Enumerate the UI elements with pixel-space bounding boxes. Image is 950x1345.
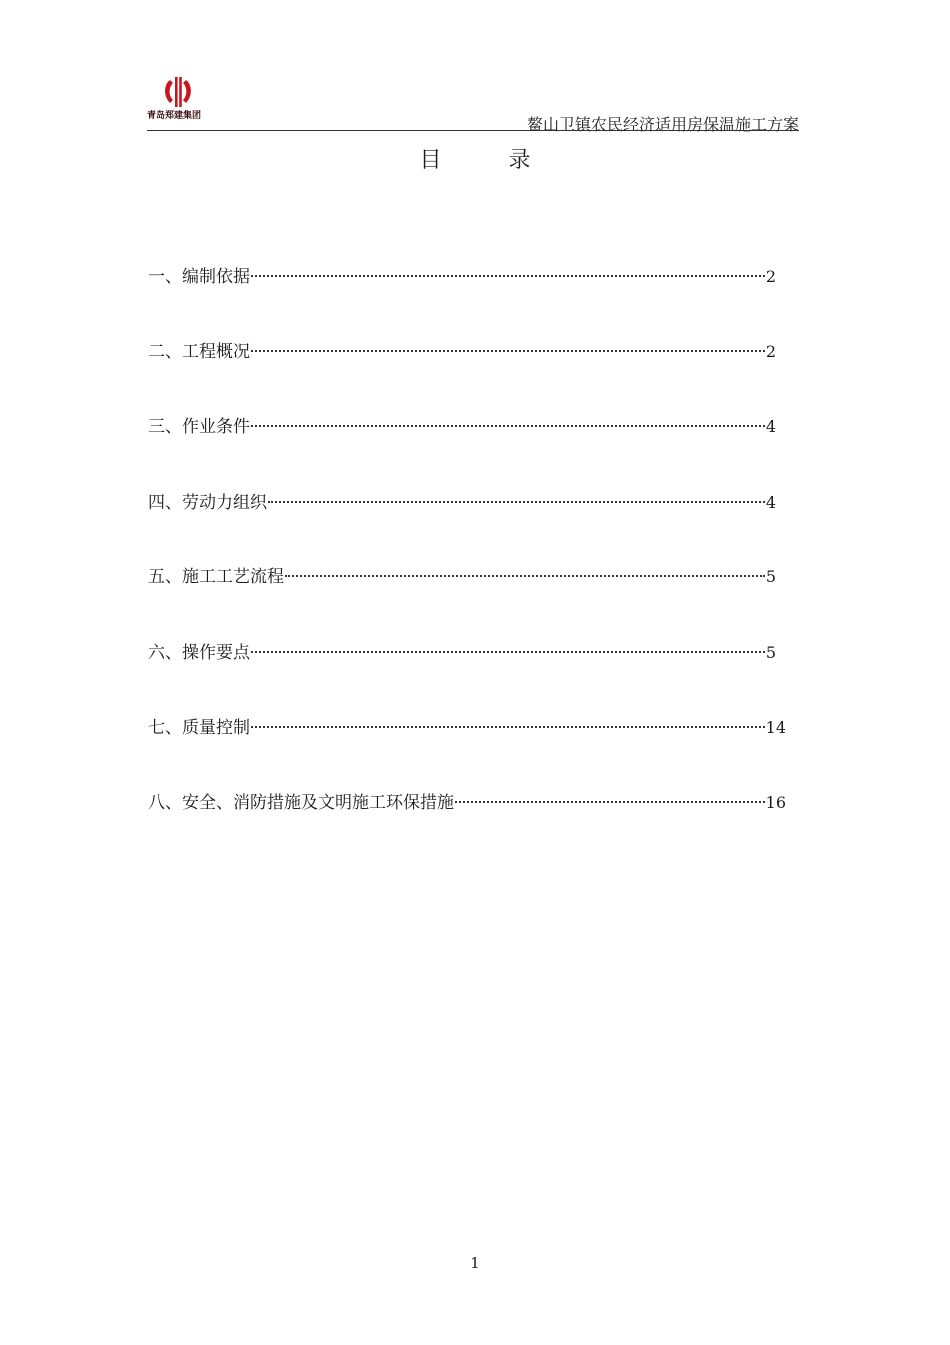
toc-entry[interactable] xyxy=(148,488,776,514)
toc-entry[interactable] xyxy=(148,337,776,363)
toc-entry-page: 4 xyxy=(765,417,776,436)
toc-entry[interactable] xyxy=(148,713,786,739)
toc-title: 目 录 xyxy=(419,148,561,173)
toc-entry-label: 七、质量控制 xyxy=(148,718,250,738)
toc-entry[interactable] xyxy=(148,638,776,664)
toc-entry-label: 八、安全、消防措施及文明施工环保措施 xyxy=(148,793,454,813)
toc-entry-label: 六、操作要点 xyxy=(148,643,250,663)
page-number: 1 xyxy=(470,1254,480,1272)
toc-entry-page: 2 xyxy=(765,267,776,286)
toc-entry-label: 一、编制依据 xyxy=(148,267,250,287)
toc-entry-label: 三、作业条件 xyxy=(148,417,250,437)
logo-text: 青岛郑建集团 xyxy=(147,111,202,121)
toc-dot-leader xyxy=(251,275,765,277)
toc-entry[interactable] xyxy=(148,788,786,814)
document-header-title: 鳌山卫镇农民经济适用房保温施工方案 xyxy=(526,115,799,134)
toc-entry[interactable] xyxy=(148,262,776,288)
toc-entry-page: 5 xyxy=(765,567,776,586)
logo-mark-icon xyxy=(161,76,195,108)
toc-dot-leader xyxy=(285,575,765,577)
toc-entry-page: 14 xyxy=(765,718,786,737)
toc-entry-label: 五、施工工艺流程 xyxy=(148,567,284,587)
toc-entry[interactable] xyxy=(148,412,776,438)
toc-entry[interactable] xyxy=(148,562,776,588)
toc-entry-page: 16 xyxy=(765,793,786,812)
toc-dot-leader xyxy=(251,350,765,352)
page-header xyxy=(147,74,799,132)
toc-dot-leader xyxy=(251,726,765,728)
toc-dot-leader xyxy=(268,501,765,503)
company-logo xyxy=(147,74,211,126)
toc-entry-label: 二、工程概况 xyxy=(148,342,250,362)
toc-dot-leader xyxy=(251,425,765,427)
toc-dot-leader xyxy=(455,801,765,803)
toc-entry-page: 4 xyxy=(765,493,776,512)
toc-entry-label: 四、劳动力组织 xyxy=(148,493,267,513)
header-divider xyxy=(147,130,799,131)
toc-entry-page: 2 xyxy=(765,342,776,361)
toc-dot-leader xyxy=(251,651,765,653)
toc-entry-page: 5 xyxy=(765,643,776,662)
